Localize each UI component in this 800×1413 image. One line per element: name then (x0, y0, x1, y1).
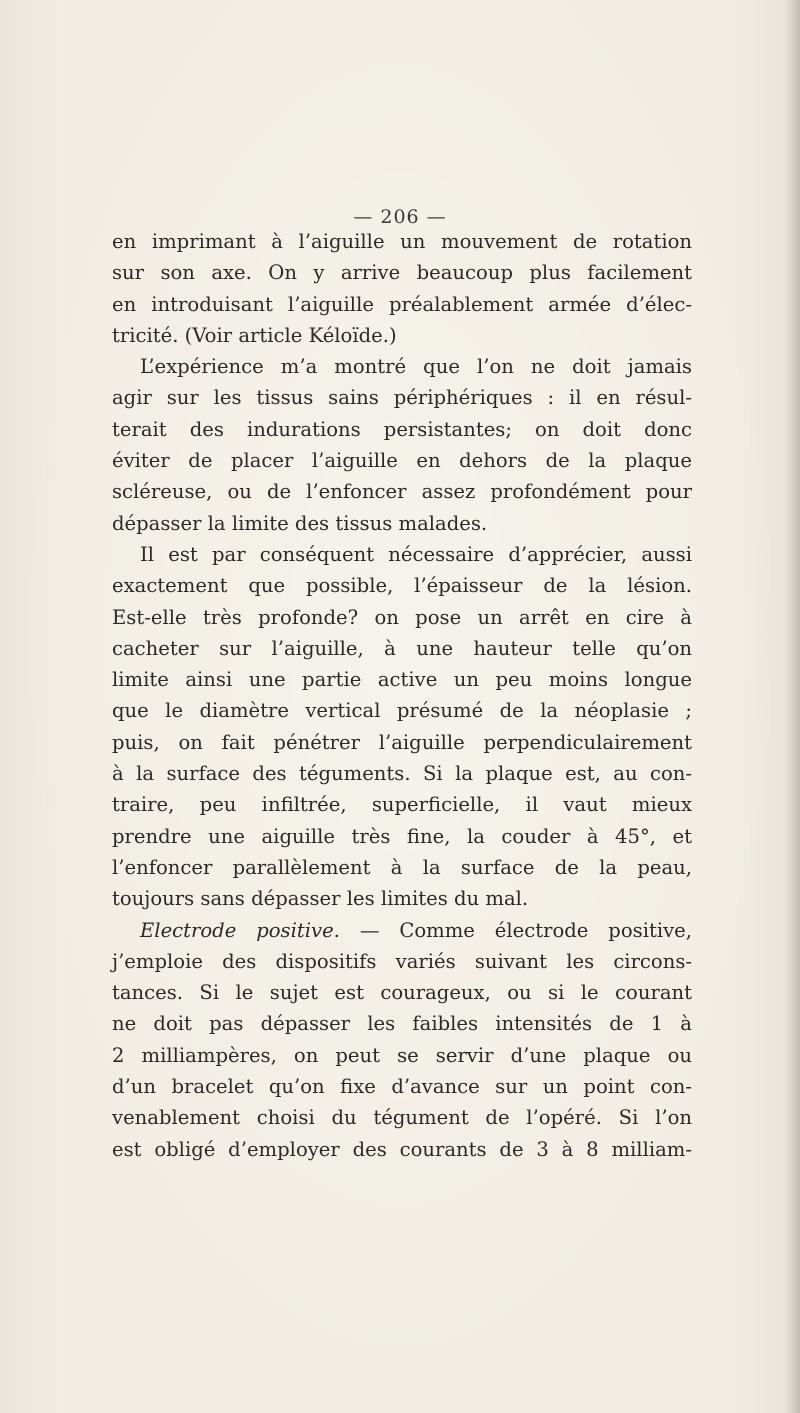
text-line: en imprimant à l’aiguille un mouvement de rotation (112, 230, 692, 253)
text-line: l’enfoncer parallèlement à la surface de la peau, (112, 855, 692, 879)
text-line: est obligé d’employer des courants de 3 à 8 milliam- (112, 1137, 692, 1161)
section-line (112, 915, 692, 946)
text-line: à la surface des téguments. Si la plaque est, au con- (112, 762, 692, 786)
text-line: en introduisant l’aiguille préalablement armée d’élec- (112, 292, 692, 316)
text-line: Il est par conséquent nécessaire d’apprécier, aussi (140, 542, 692, 566)
text-line: j’emploie des dispositifs variés suivant les circons- (112, 949, 692, 973)
section-heading: Electrode positive. (140, 918, 340, 942)
text-line: sur son axe. On y arrive beaucoup plus facilement (112, 261, 692, 285)
text-line: agir sur les tissus sains périphériques : il en résul- (112, 386, 692, 410)
page-number: — 206 — (353, 206, 447, 228)
text-line: terait des indurations persistantes; on doit donc (112, 417, 692, 441)
text-line: ne doit pas dépasser les faibles intensités de 1 à (112, 1012, 692, 1036)
text-line: — Comme électrode positive, (359, 918, 693, 942)
text-line: limite ainsi une partie active un peu moins longue (112, 668, 692, 692)
text-line: Est-elle très profonde? on pose un arrêt en cire à (112, 605, 692, 629)
text-line: toujours sans dépasser les limites du mal. (112, 887, 529, 911)
text-line: éviter de placer l’aiguille en dehors de la plaque (112, 449, 692, 473)
text-line: prendre une aiguille très fine, la couder à 45°, et (112, 824, 692, 848)
text-line: traire, peu infiltrée, superficielle, il vaut mieux (112, 793, 692, 817)
text-line: que le diamètre vertical présumé de la néoplasie ; (112, 699, 692, 723)
text-line: exactement que possible, l’épaisseur de la lésion. (112, 574, 692, 598)
text-line: tricité. (Voir article Kéloïde.) (112, 323, 397, 347)
text-line: puis, on fait pénétrer l’aiguille perpendiculairement (112, 730, 692, 754)
text-line: 2 milliampères, on peut se servir d’une plaque ou (112, 1043, 692, 1067)
text-line: d’un bracelet qu’on fixe d’avance sur un point con- (112, 1075, 692, 1099)
text-line: tances. Si le sujet est courageux, ou si le courant (112, 981, 692, 1005)
body-text (112, 226, 692, 1165)
text-line: dépasser la limite des tissus malades. (112, 511, 488, 535)
text-line: scléreuse, ou de l’enfoncer assez profondément pour (112, 480, 692, 504)
text-line: L’expérience m’a montré que l’on ne doit jamais (140, 355, 692, 379)
text-line: cacheter sur l’aiguille, à une hauteur telle qu’on (112, 636, 692, 660)
text-line: venablement choisi du tégument de l’opéré. Si l’on (112, 1106, 692, 1130)
